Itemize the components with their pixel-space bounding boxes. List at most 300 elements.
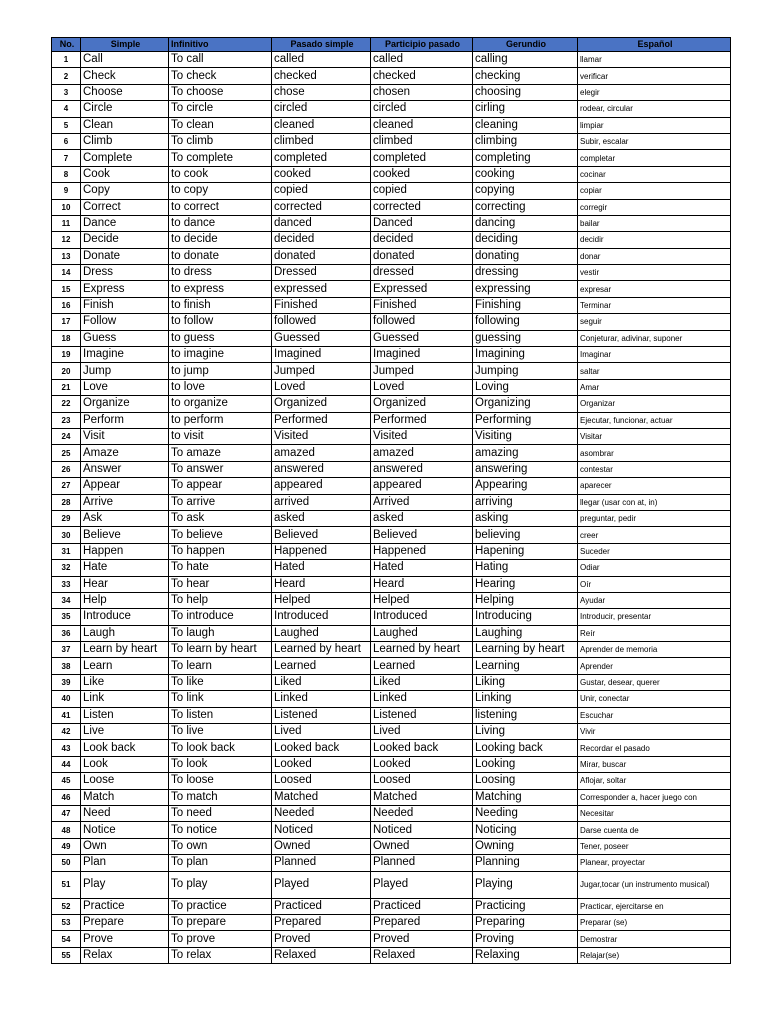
participle-cell: checked [371,68,473,84]
participle-cell: Hated [371,560,473,576]
no-cell: 20 [52,363,81,379]
participle-cell: Lived [371,724,473,740]
gerund-cell: Hapening [473,543,578,559]
past-cell: Lived [272,724,371,740]
spanish-cell: Necesitar [578,805,731,821]
infinitive-cell: To call [169,52,272,68]
gerund-cell: expressing [473,281,578,297]
gerund-cell: Planning [473,855,578,871]
participle-cell: Noticed [371,822,473,838]
infinitive-cell: to decide [169,232,272,248]
table-row [52,183,731,199]
simple-cell: Appear [81,478,169,494]
table-row [52,855,731,871]
no-cell: 50 [52,855,81,871]
table-row [52,52,731,68]
past-cell: answered [272,461,371,477]
infinitive-cell: To match [169,789,272,805]
spanish-cell: Unir, conectar [578,691,731,707]
past-cell: Loosed [272,773,371,789]
table-row [52,412,731,428]
participle-cell: Jumped [371,363,473,379]
spanish-cell: Jugar,tocar (un instrumento musical) [578,871,731,898]
spanish-cell: Terminar [578,297,731,313]
no-cell: 35 [52,609,81,625]
table-row [52,379,731,395]
simple-cell: Hear [81,576,169,592]
simple-cell: Link [81,691,169,707]
spanish-cell: Visitar [578,428,731,444]
table-row [52,478,731,494]
participle-cell: amazed [371,445,473,461]
infinitive-cell: To clean [169,117,272,133]
table-row [52,674,731,690]
simple-cell: Check [81,68,169,84]
past-cell: Heard [272,576,371,592]
gerund-cell: Finishing [473,297,578,313]
table-row [52,642,731,658]
gerund-cell: Learning by heart [473,642,578,658]
table-row [52,281,731,297]
past-cell: Proved [272,931,371,947]
no-cell: 21 [52,379,81,395]
participle-cell: Organized [371,396,473,412]
simple-cell: Like [81,674,169,690]
past-cell: Practiced [272,898,371,914]
no-cell: 13 [52,248,81,264]
participle-cell: Believed [371,527,473,543]
table-row [52,330,731,346]
infinitive-cell: To relax [169,947,272,963]
simple-cell: Complete [81,150,169,166]
participle-cell: asked [371,510,473,526]
simple-cell: Notice [81,822,169,838]
simple-cell: Visit [81,428,169,444]
participle-cell: appeared [371,478,473,494]
no-cell: 34 [52,592,81,608]
spanish-cell: rodear, circular [578,101,731,117]
spanish-cell: Vivir [578,724,731,740]
spanish-cell: expresar [578,281,731,297]
no-cell: 23 [52,412,81,428]
simple-cell: Organize [81,396,169,412]
no-cell: 14 [52,265,81,281]
infinitive-cell: to dance [169,215,272,231]
simple-cell: Look back [81,740,169,756]
gerund-cell: Hating [473,560,578,576]
header-no: No. [52,38,81,52]
participle-cell: decided [371,232,473,248]
spanish-cell: Oír [578,576,731,592]
spanish-cell: Tener, poseer [578,838,731,854]
past-cell: expressed [272,281,371,297]
infinitive-cell: To live [169,724,272,740]
infinitive-cell: To like [169,674,272,690]
simple-cell: Express [81,281,169,297]
header-spanish: Español [578,38,731,52]
simple-cell: Help [81,592,169,608]
no-cell: 28 [52,494,81,510]
simple-cell: Copy [81,183,169,199]
past-cell: Planned [272,855,371,871]
simple-cell: Loose [81,773,169,789]
gerund-cell: arriving [473,494,578,510]
infinitive-cell: To play [169,871,272,898]
past-cell: completed [272,150,371,166]
participle-cell: Happened [371,543,473,559]
table-row [52,396,731,412]
participle-cell: Prepared [371,914,473,930]
spanish-cell: Imaginar [578,347,731,363]
past-cell: corrected [272,199,371,215]
participle-cell: Guessed [371,330,473,346]
table-row [52,84,731,100]
infinitive-cell: To practice [169,898,272,914]
infinitive-cell: to guess [169,330,272,346]
simple-cell: Prove [81,931,169,947]
participle-cell: Introduced [371,609,473,625]
infinitive-cell: To loose [169,773,272,789]
simple-cell: Plan [81,855,169,871]
table-row [52,494,731,510]
participle-cell: Matched [371,789,473,805]
infinitive-cell: To laugh [169,625,272,641]
table-row [52,527,731,543]
spanish-cell: Preparar (se) [578,914,731,930]
no-cell: 16 [52,297,81,313]
table-row [52,947,731,963]
gerund-cell: climbing [473,133,578,149]
no-cell: 8 [52,166,81,182]
infinitive-cell: To learn by heart [169,642,272,658]
no-cell: 24 [52,428,81,444]
table-row [52,199,731,215]
table-row [52,461,731,477]
past-cell: Dressed [272,265,371,281]
simple-cell: Believe [81,527,169,543]
gerund-cell: Relaxing [473,947,578,963]
table-row [52,805,731,821]
gerund-cell: Appearing [473,478,578,494]
table-row [52,133,731,149]
simple-cell: Jump [81,363,169,379]
gerund-cell: dancing [473,215,578,231]
table-row [52,871,731,898]
table-row [52,363,731,379]
spanish-cell: bailar [578,215,731,231]
spanish-cell: Subir, escalar [578,133,731,149]
gerund-cell: Visiting [473,428,578,444]
gerund-cell: Noticing [473,822,578,838]
gerund-cell: copying [473,183,578,199]
no-cell: 25 [52,445,81,461]
table-row [52,822,731,838]
table-row [52,931,731,947]
past-cell: Needed [272,805,371,821]
table-row [52,658,731,674]
simple-cell: Need [81,805,169,821]
past-cell: Believed [272,527,371,543]
past-cell: Performed [272,412,371,428]
table-row [52,117,731,133]
table-row [52,297,731,313]
spanish-cell: Demostrar [578,931,731,947]
gerund-cell: Living [473,724,578,740]
past-cell: asked [272,510,371,526]
infinitive-cell: To prepare [169,914,272,930]
participle-cell: Danced [371,215,473,231]
no-cell: 51 [52,871,81,898]
table-row [52,265,731,281]
gerund-cell: Practicing [473,898,578,914]
no-cell: 52 [52,898,81,914]
table-row [52,68,731,84]
past-cell: arrived [272,494,371,510]
simple-cell: Practice [81,898,169,914]
simple-cell: Donate [81,248,169,264]
table-row [52,773,731,789]
table-row [52,625,731,641]
infinitive-cell: to follow [169,314,272,330]
simple-cell: Amaze [81,445,169,461]
gerund-cell: Imagining [473,347,578,363]
gerund-cell: Looking [473,756,578,772]
infinitive-cell: to jump [169,363,272,379]
infinitive-cell: To happen [169,543,272,559]
gerund-cell: choosing [473,84,578,100]
no-cell: 46 [52,789,81,805]
simple-cell: Listen [81,707,169,723]
participle-cell: Visited [371,428,473,444]
table-row [52,740,731,756]
infinitive-cell: To learn [169,658,272,674]
spanish-cell: corregir [578,199,731,215]
participle-cell: Expressed [371,281,473,297]
no-cell: 22 [52,396,81,412]
spanish-cell: vestir [578,265,731,281]
participle-cell: Loved [371,379,473,395]
infinitive-cell: To introduce [169,609,272,625]
spanish-cell: elegir [578,84,731,100]
table-row [52,232,731,248]
gerund-cell: guessing [473,330,578,346]
past-cell: Loved [272,379,371,395]
gerund-cell: cooking [473,166,578,182]
past-cell: Played [272,871,371,898]
table-row [52,445,731,461]
infinitive-cell: to cook [169,166,272,182]
infinitive-cell: To complete [169,150,272,166]
past-cell: Introduced [272,609,371,625]
past-cell: Matched [272,789,371,805]
simple-cell: Play [81,871,169,898]
gerund-cell: calling [473,52,578,68]
gerund-cell: following [473,314,578,330]
gerund-cell: Matching [473,789,578,805]
simple-cell: Call [81,52,169,68]
simple-cell: Imagine [81,347,169,363]
past-cell: copied [272,183,371,199]
gerund-cell: Playing [473,871,578,898]
gerund-cell: deciding [473,232,578,248]
past-cell: Finished [272,297,371,313]
simple-cell: Climb [81,133,169,149]
gerund-cell: correcting [473,199,578,215]
spanish-cell: copiar [578,183,731,199]
table-row [52,248,731,264]
table-row [52,592,731,608]
participle-cell: followed [371,314,473,330]
table-row [52,101,731,117]
gerund-cell: Proving [473,931,578,947]
gerund-cell: Loosing [473,773,578,789]
gerund-cell: Linking [473,691,578,707]
past-cell: Prepared [272,914,371,930]
gerund-cell: answering [473,461,578,477]
gerund-cell: checking [473,68,578,84]
infinitive-cell: to dress [169,265,272,281]
spanish-cell: Gustar, desear, querer [578,674,731,690]
past-cell: followed [272,314,371,330]
no-cell: 5 [52,117,81,133]
no-cell: 26 [52,461,81,477]
past-cell: climbed [272,133,371,149]
no-cell: 4 [52,101,81,117]
no-cell: 3 [52,84,81,100]
gerund-cell: Learning [473,658,578,674]
infinitive-cell: To choose [169,84,272,100]
header-infinitive: Infinitivo [169,38,272,52]
no-cell: 18 [52,330,81,346]
past-cell: amazed [272,445,371,461]
past-cell: appeared [272,478,371,494]
past-cell: Imagined [272,347,371,363]
table-row [52,314,731,330]
infinitive-cell: To look back [169,740,272,756]
infinitive-cell: To check [169,68,272,84]
simple-cell: Ask [81,510,169,526]
participle-cell: Liked [371,674,473,690]
past-cell: decided [272,232,371,248]
spanish-cell: contestar [578,461,731,477]
simple-cell: Match [81,789,169,805]
spanish-cell: donar [578,248,731,264]
no-cell: 11 [52,215,81,231]
no-cell: 45 [52,773,81,789]
gerund-cell: asking [473,510,578,526]
no-cell: 10 [52,199,81,215]
table-body [52,52,731,964]
infinitive-cell: To ask [169,510,272,526]
participle-cell: copied [371,183,473,199]
gerund-cell: Owning [473,838,578,854]
spanish-cell: Introducir, presentar [578,609,731,625]
participle-cell: called [371,52,473,68]
no-cell: 7 [52,150,81,166]
simple-cell: Hate [81,560,169,576]
participle-cell: Proved [371,931,473,947]
spanish-cell: Corresponder a, hacer juego con [578,789,731,805]
spanish-cell: Conjeturar, adivinar, suponer [578,330,731,346]
infinitive-cell: to organize [169,396,272,412]
participle-cell: Linked [371,691,473,707]
infinitive-cell: To hear [169,576,272,592]
infinitive-cell: To need [169,805,272,821]
simple-cell: Introduce [81,609,169,625]
table-row [52,789,731,805]
no-cell: 6 [52,133,81,149]
past-cell: donated [272,248,371,264]
no-cell: 44 [52,756,81,772]
no-cell: 27 [52,478,81,494]
past-cell: cooked [272,166,371,182]
table-row [52,724,731,740]
past-cell: Liked [272,674,371,690]
spanish-cell: Amar [578,379,731,395]
no-cell: 33 [52,576,81,592]
simple-cell: Own [81,838,169,854]
spanish-cell: cocinar [578,166,731,182]
no-cell: 29 [52,510,81,526]
simple-cell: Finish [81,297,169,313]
infinitive-cell: To help [169,592,272,608]
table-row [52,576,731,592]
participle-cell: Planned [371,855,473,871]
spanish-cell: Darse cuenta de [578,822,731,838]
participle-cell: Needed [371,805,473,821]
gerund-cell: Performing [473,412,578,428]
past-cell: chose [272,84,371,100]
past-cell: cleaned [272,117,371,133]
past-cell: Learned by heart [272,642,371,658]
past-cell: Laughed [272,625,371,641]
table-row [52,756,731,772]
participle-cell: donated [371,248,473,264]
simple-cell: Learn [81,658,169,674]
infinitive-cell: To link [169,691,272,707]
participle-cell: answered [371,461,473,477]
simple-cell: Relax [81,947,169,963]
past-cell: Visited [272,428,371,444]
infinitive-cell: to love [169,379,272,395]
spanish-cell: Odiar [578,560,731,576]
infinitive-cell: to correct [169,199,272,215]
spanish-cell: creer [578,527,731,543]
infinitive-cell: To arrive [169,494,272,510]
spanish-cell: Escuchar [578,707,731,723]
spanish-cell: completar [578,150,731,166]
spanish-cell: decidir [578,232,731,248]
spanish-cell: preguntar, pedir [578,510,731,526]
participle-cell: Loosed [371,773,473,789]
no-cell: 41 [52,707,81,723]
simple-cell: Prepare [81,914,169,930]
participle-cell: Looked [371,756,473,772]
header-row [52,38,731,52]
spanish-cell: llamar [578,52,731,68]
participle-cell: corrected [371,199,473,215]
spanish-cell: asombrar [578,445,731,461]
past-cell: Learned [272,658,371,674]
table-row [52,914,731,930]
gerund-cell: Laughing [473,625,578,641]
spanish-cell: Ejecutar, funcionar, actuar [578,412,731,428]
simple-cell: Perform [81,412,169,428]
table-header [52,38,731,52]
past-cell: Organized [272,396,371,412]
simple-cell: Happen [81,543,169,559]
no-cell: 15 [52,281,81,297]
